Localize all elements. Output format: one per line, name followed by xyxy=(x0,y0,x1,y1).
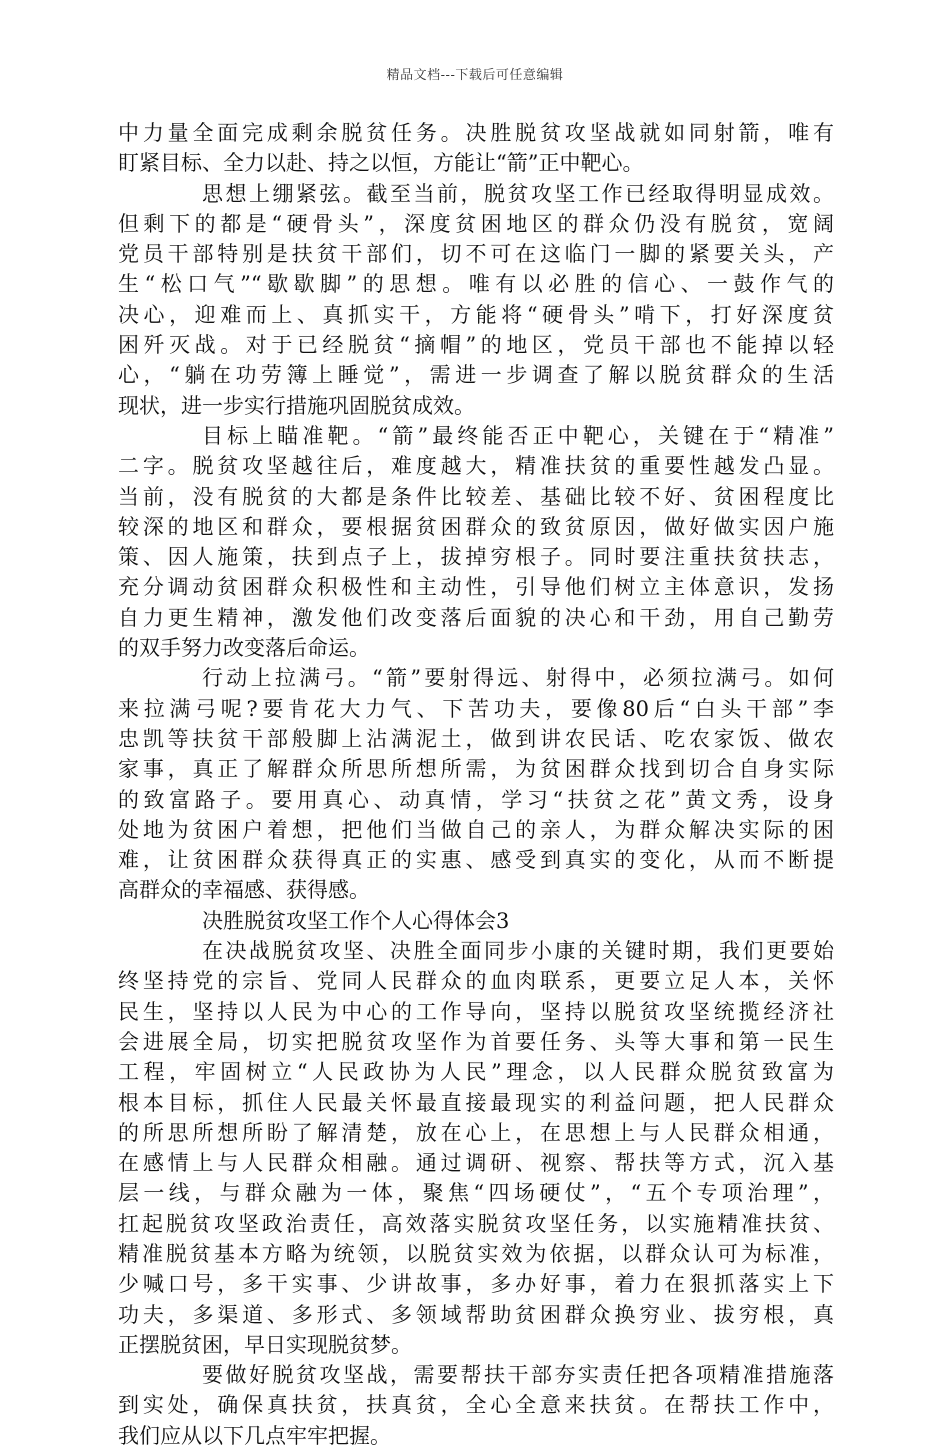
text-line: 我们应从以下几点牢牢把握。 xyxy=(118,1423,391,1448)
text-line: 来拉满弓呢?要肯花大力气、下苦功夫，要像80后“白头干部”李 xyxy=(118,696,834,721)
text-line: 层一线，与群众融为一体，聚焦“四场硬仗”，“五个专项治理”， xyxy=(118,1181,834,1206)
text-line: 思想上绷紧弦。截至当前，脱贫攻坚工作已经取得明显成效。 xyxy=(202,181,834,206)
text-line: 盯紧目标、全力以赴、持之以恒，方能让“箭”正中靶心。 xyxy=(118,151,644,176)
text-line: 目标上瞄准靶。“箭”最终能否正中靶心，关键在于“精准” xyxy=(202,423,834,448)
text-line: 心，“躺在功劳簿上睡觉”，需进一步调查了解以脱贫群众的生活 xyxy=(118,363,834,388)
text-line: 自力更生精神，激发他们改变落后面貌的决心和干劲，用自己勤劳 xyxy=(118,605,834,630)
document-body xyxy=(118,118,834,1451)
text-line: 到实处，确保真扶贫，扶真贫，全心全意来扶贫。在帮扶工作中， xyxy=(118,1393,834,1418)
text-line: 困歼灭战。对于已经脱贫“摘帽”的地区，党员干部也不能掉以轻 xyxy=(118,333,834,358)
text-line: 在决战脱贫攻坚、决胜全面同步小康的关键时期，我们更要始 xyxy=(202,939,834,964)
section-heading: 决胜脱贫攻坚工作个人心得体会3 xyxy=(202,908,510,933)
text-line: 正摆脱贫困，早日实现脱贫梦。 xyxy=(118,1332,412,1357)
text-line: 处地为贫困户着想，把他们当做自己的亲人，为群众解决实际的困 xyxy=(118,817,834,842)
text-line: 当前，没有脱贫的大都是条件比较差、基础比较不好、贫困程度比 xyxy=(118,484,834,509)
text-line: 行动上拉满弓。“箭”要射得远、射得中，必须拉满弓。如何 xyxy=(202,666,834,691)
text-line: 在感情上与人民群众相融。通过调研、视察、帮扶等方式，沉入基 xyxy=(118,1151,834,1176)
text-line: 功夫，多渠道、多形式、多领域帮助贫困群众换穷业、拔穷根，真 xyxy=(118,1302,834,1327)
text-line: 高群众的幸福感、获得感。 xyxy=(118,878,370,903)
text-line: 但剩下的都是“硬骨头”，深度贫困地区的群众仍没有脱贫，宽阔 xyxy=(118,211,834,236)
text-line: 扛起脱贫攻坚政治责任，高效落实脱贫攻坚任务，以实施精准扶贫、 xyxy=(118,1211,834,1236)
text-line: 中力量全面完成剩余脱贫任务。决胜脱贫攻坚战就如同射箭，唯有 xyxy=(118,121,834,145)
text-line: 的双手努力改变落后命运。 xyxy=(118,636,370,661)
text-line: 家事，真正了解群众所思所想所需，为贫困群众找到切合自身实际 xyxy=(118,757,834,782)
text-line: 现状，进一步实行措施巩固脱贫成效。 xyxy=(118,393,475,418)
text-line: 精准脱贫基本方略为统领，以脱贫实效为依据，以群众认可为标准， xyxy=(118,1241,834,1266)
text-line: 生“松口气”“歇歇脚”的思想。唯有以必胜的信心、一鼓作气的 xyxy=(118,272,834,297)
text-line: 民生，坚持以人民为中心的工作导向，坚持以脱贫攻坚统揽经济社 xyxy=(118,999,834,1024)
page-header: 精品文档---下载后可任意编辑 xyxy=(386,68,564,83)
text-line: 忠凯等扶贫干部般脚上沾满泥土，做到讲农民话、吃农家饭、做农 xyxy=(118,726,834,751)
text-line: 终坚持党的宗旨、党同人民群众的血肉联系，更要立足人本，关怀 xyxy=(118,969,834,994)
text-line: 决心，迎难而上、真抓实干，方能将“硬骨头”啃下，打好深度贫 xyxy=(118,302,834,327)
text-line: 的致富路子。要用真心、动真情，学习“扶贫之花”黄文秀，设身 xyxy=(118,787,834,812)
text-line: 难，让贫困群众获得真正的实惠、感受到真实的变化，从而不断提 xyxy=(118,848,834,873)
text-line: 的所思所想所盼了解清楚，放在心上，在思想上与人民群众相通， xyxy=(118,1120,834,1145)
text-line: 会进展全局，切实把脱贫攻坚作为首要任务、头等大事和第一民生 xyxy=(118,1029,834,1054)
text-line: 根本目标，抓住人民最关怀最直接最现实的利益问题，把人民群众 xyxy=(118,1090,834,1115)
text-line: 充分调动贫困群众积极性和主动性，引导他们树立主体意识，发扬 xyxy=(118,575,834,600)
text-line: 策、因人施策，扶到点子上，拔掉穷根子。同时要注重扶贫扶志， xyxy=(118,545,834,570)
text-line: 工程，牢固树立“人民政协为人民”理念，以人民群众脱贫致富为 xyxy=(118,1060,834,1085)
text-line: 二字。脱贫攻坚越往后，难度越大，精准扶贫的重要性越发凸显。 xyxy=(118,454,834,479)
text-line: 少喊口号，多干实事、少讲故事，多办好事，着力在狠抓落实上下 xyxy=(118,1272,834,1297)
text-line: 要做好脱贫攻坚战，需要帮扶干部夯实责任把各项精准措施落 xyxy=(202,1363,834,1388)
text-line: 党员干部特别是扶贫干部们，切不可在这临门一脚的紧要关头，产 xyxy=(118,242,834,267)
text-line: 较深的地区和群众，要根据贫困群众的致贫原因，做好做实因户施 xyxy=(118,514,834,539)
